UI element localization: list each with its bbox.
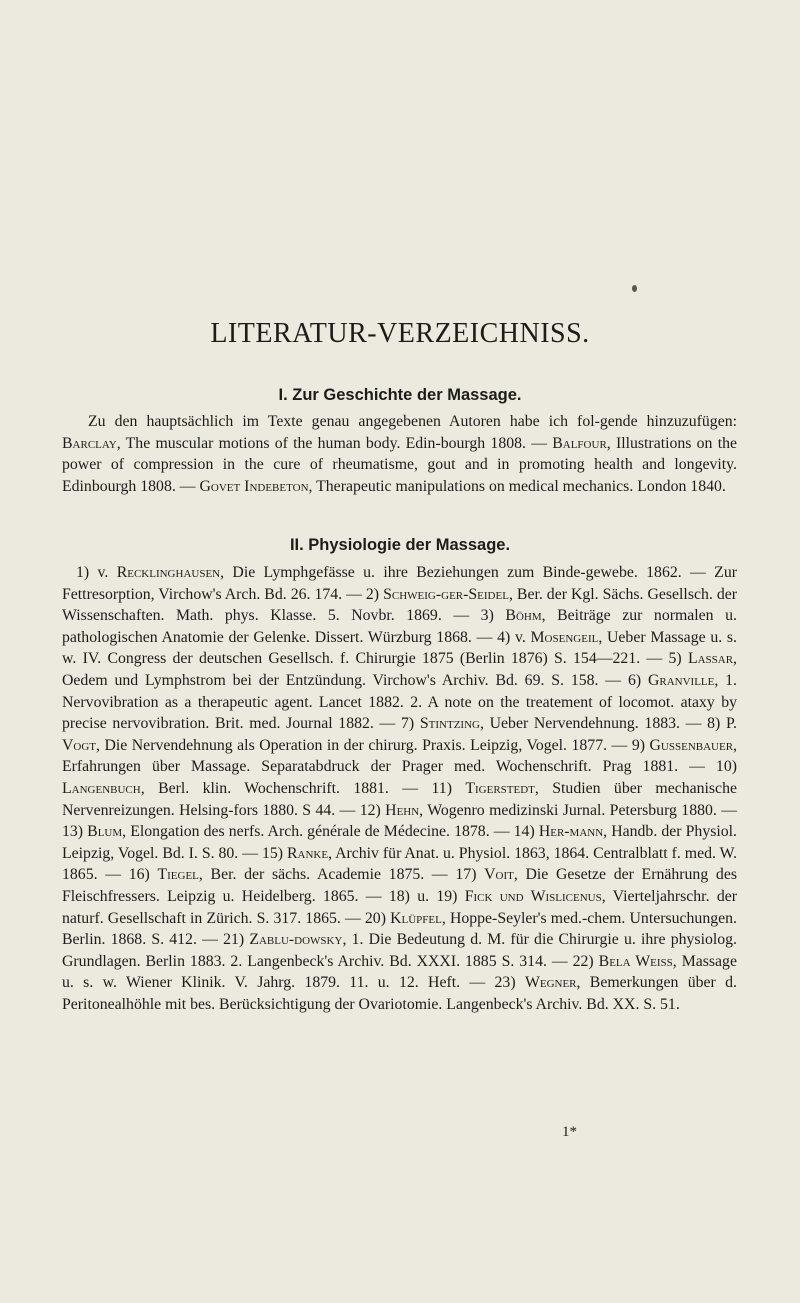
author-name: Govet Indebeton [199,477,309,495]
author-name: Stintzing [419,715,480,733]
body-text: , Studien über mechanische Nervenreizungen. Helsing-fors 1880. S 44. — 12) [62,779,737,819]
body-text: , 1. Die Bedeutung d. M. für die Chirurgie u. ihre physiolog. Grundlagen. Berlin 1883. 2. Langenbeck's Archiv. Bd. XXXI. 1885 S. 314. — 22) [62,931,737,970]
author-name: Langenbuch [62,779,141,797]
body-text: , The muscular motions of the human body. Edin-bourgh 1808. — [116,434,553,452]
author-name: Lassar [687,650,734,668]
author-name: Tigerstedt [465,779,535,797]
body-text: , Oedem und Lymphstrom bei der Entzündung. Virchow's Archiv. Bd. 69. S. 158. — 6) [62,650,737,689]
author-name: Barclay [62,434,117,452]
body-text: , Archiv für Anat. u. Physiol. 1863, 1864. Centralblatt f. med. W. 1865. — 16) [62,844,738,884]
section-heading-history: I. Zur Geschichte der Massage. [278,386,522,404]
body-text: , Die Gesetze der Ernährung des Fleischfressers. Leipzig u. Heidelberg. 1865. — 18) u. 19) [62,866,737,905]
author-name: Wegner [524,974,577,992]
author-name: Blum [87,823,123,841]
body-text: , Beiträge zur normalen u. pathologischen Anatomie der Gelenke. Dissert. Würzburg 1868. — 4) v. [62,607,737,646]
body-text: , Wogenro medizinski Jurnal. Petersburg 1880. — 13) [62,801,738,841]
body-text: , Ber. der sächs. Academie 1875. — 17) [198,866,485,884]
author-name: Tiegel [157,866,199,884]
body-text: , Vierteljahrschr. der naturf. Gesellschaft in Zürich. S. 317. 1865. — 20) [62,887,737,927]
body-text: , Therapeutic manipulations on medical mechanics. London 1840. [308,477,726,495]
body-text: , Berl. klin. Wochenschrift. 1881. — 11) [140,779,466,797]
author-name: Klüpfel [390,909,442,927]
body-text: , Elongation des nerfs. Arch. générale de Médecine. 1878. — 14) [122,823,539,841]
body-text: 1) v. [76,564,117,581]
author-name: Ranke [286,844,329,862]
author-name: Gussenbauer [649,736,734,754]
page-title: LITERATUR-VERZEICHNISS. [210,318,590,349]
body-text: , Handb. der Physiol. Leipzig, Vogel. Bd. I. S. 80. — 15) [62,823,737,862]
body-text: , Hoppe-Seyler's med.-chem. Untersuchungen. Berlin. 1868. S. 412. — 21) [62,909,737,949]
body-text: , Erfahrungen über Massage. Separatabdruck der Prager med. Wochenschrift. Prag 1881. — 10) [62,736,737,776]
author-name: Vogt [62,736,97,754]
author-name: Hehn [385,801,420,819]
section-body-history [62,411,737,497]
author-name: Bela Weiss [598,952,673,970]
author-name: Zablu-dowsky [249,931,343,949]
author-name: Balfour [552,434,607,452]
body-text: , 1. Nervovibration as a therapeutic agent. Lancet 1882. 2. A note on the treatement of locomot. ataxy by precise nervovibration. Brit. med. Journal 1882. — 7) [62,671,737,733]
author-name: Fick und Wislicenus [464,887,602,905]
body-text: , Ber. der Kgl. Sächs. Gesellsch. der Wissenschaften. Math. phys. Klasse. 5. Novbr. 1869. — 3) [62,585,738,625]
author-name: Her-mann [538,823,604,841]
author-name: Voit [484,866,514,884]
section-heading-physiology: II. Physiologie der Massage. [289,536,511,554]
author-name: Böhm [505,607,542,625]
body-text: , Massage u. s. w. Wiener Klinik. V. Jahrg. 1879. 11. u. 12. Heft. — 23) [62,952,737,992]
author-name: Recklinghausen [116,564,221,581]
body-text: , Die Lymphgefässe u. ihre Beziehungen zum Binde-gewebe. 1862. — Zur Fettresorption, Virchow's Arch. Bd. 26. 174. — 2) [62,564,737,603]
author-name: Mosengeil [530,628,599,646]
body-text: , Die Nervendehnung als Operation in der chirurg. Praxis. Leipzig, Vogel. 1877. — 9) [96,736,650,754]
body-text: , Ueber Massage u. s. w. IV. Congress der deutschen Gesellsch. f. Chirurgie 1875 (Berlin 1876) S. 154—221. — 5) [62,628,737,668]
page-number: 1* [562,1124,577,1140]
body-text: , Illustrations on the power of compression in the cure of rheumatisme, gout and in promoting health and longevity. Edinbourgh 1808. — [62,434,737,495]
body-text: Zu den hauptsächlich im Texte genau angegebenen Autoren habe ich fol-gende hinzuzufügen: [88,413,737,430]
ink-speck [632,285,637,292]
body-text: , Bemerkungen über d. Peritonealhöhle mit bes. Berücksichtigung der Ovariotomie. Langenbeck's Archiv. Bd. XX. S. 51. [62,974,737,1013]
body-text: , Ueber Nervendehnung. 1883. — 8) P. [479,715,737,733]
section-body-physiology [62,562,737,1015]
author-name: Schweig-ger-Seidel [383,585,509,603]
author-name: Granville [647,671,715,689]
